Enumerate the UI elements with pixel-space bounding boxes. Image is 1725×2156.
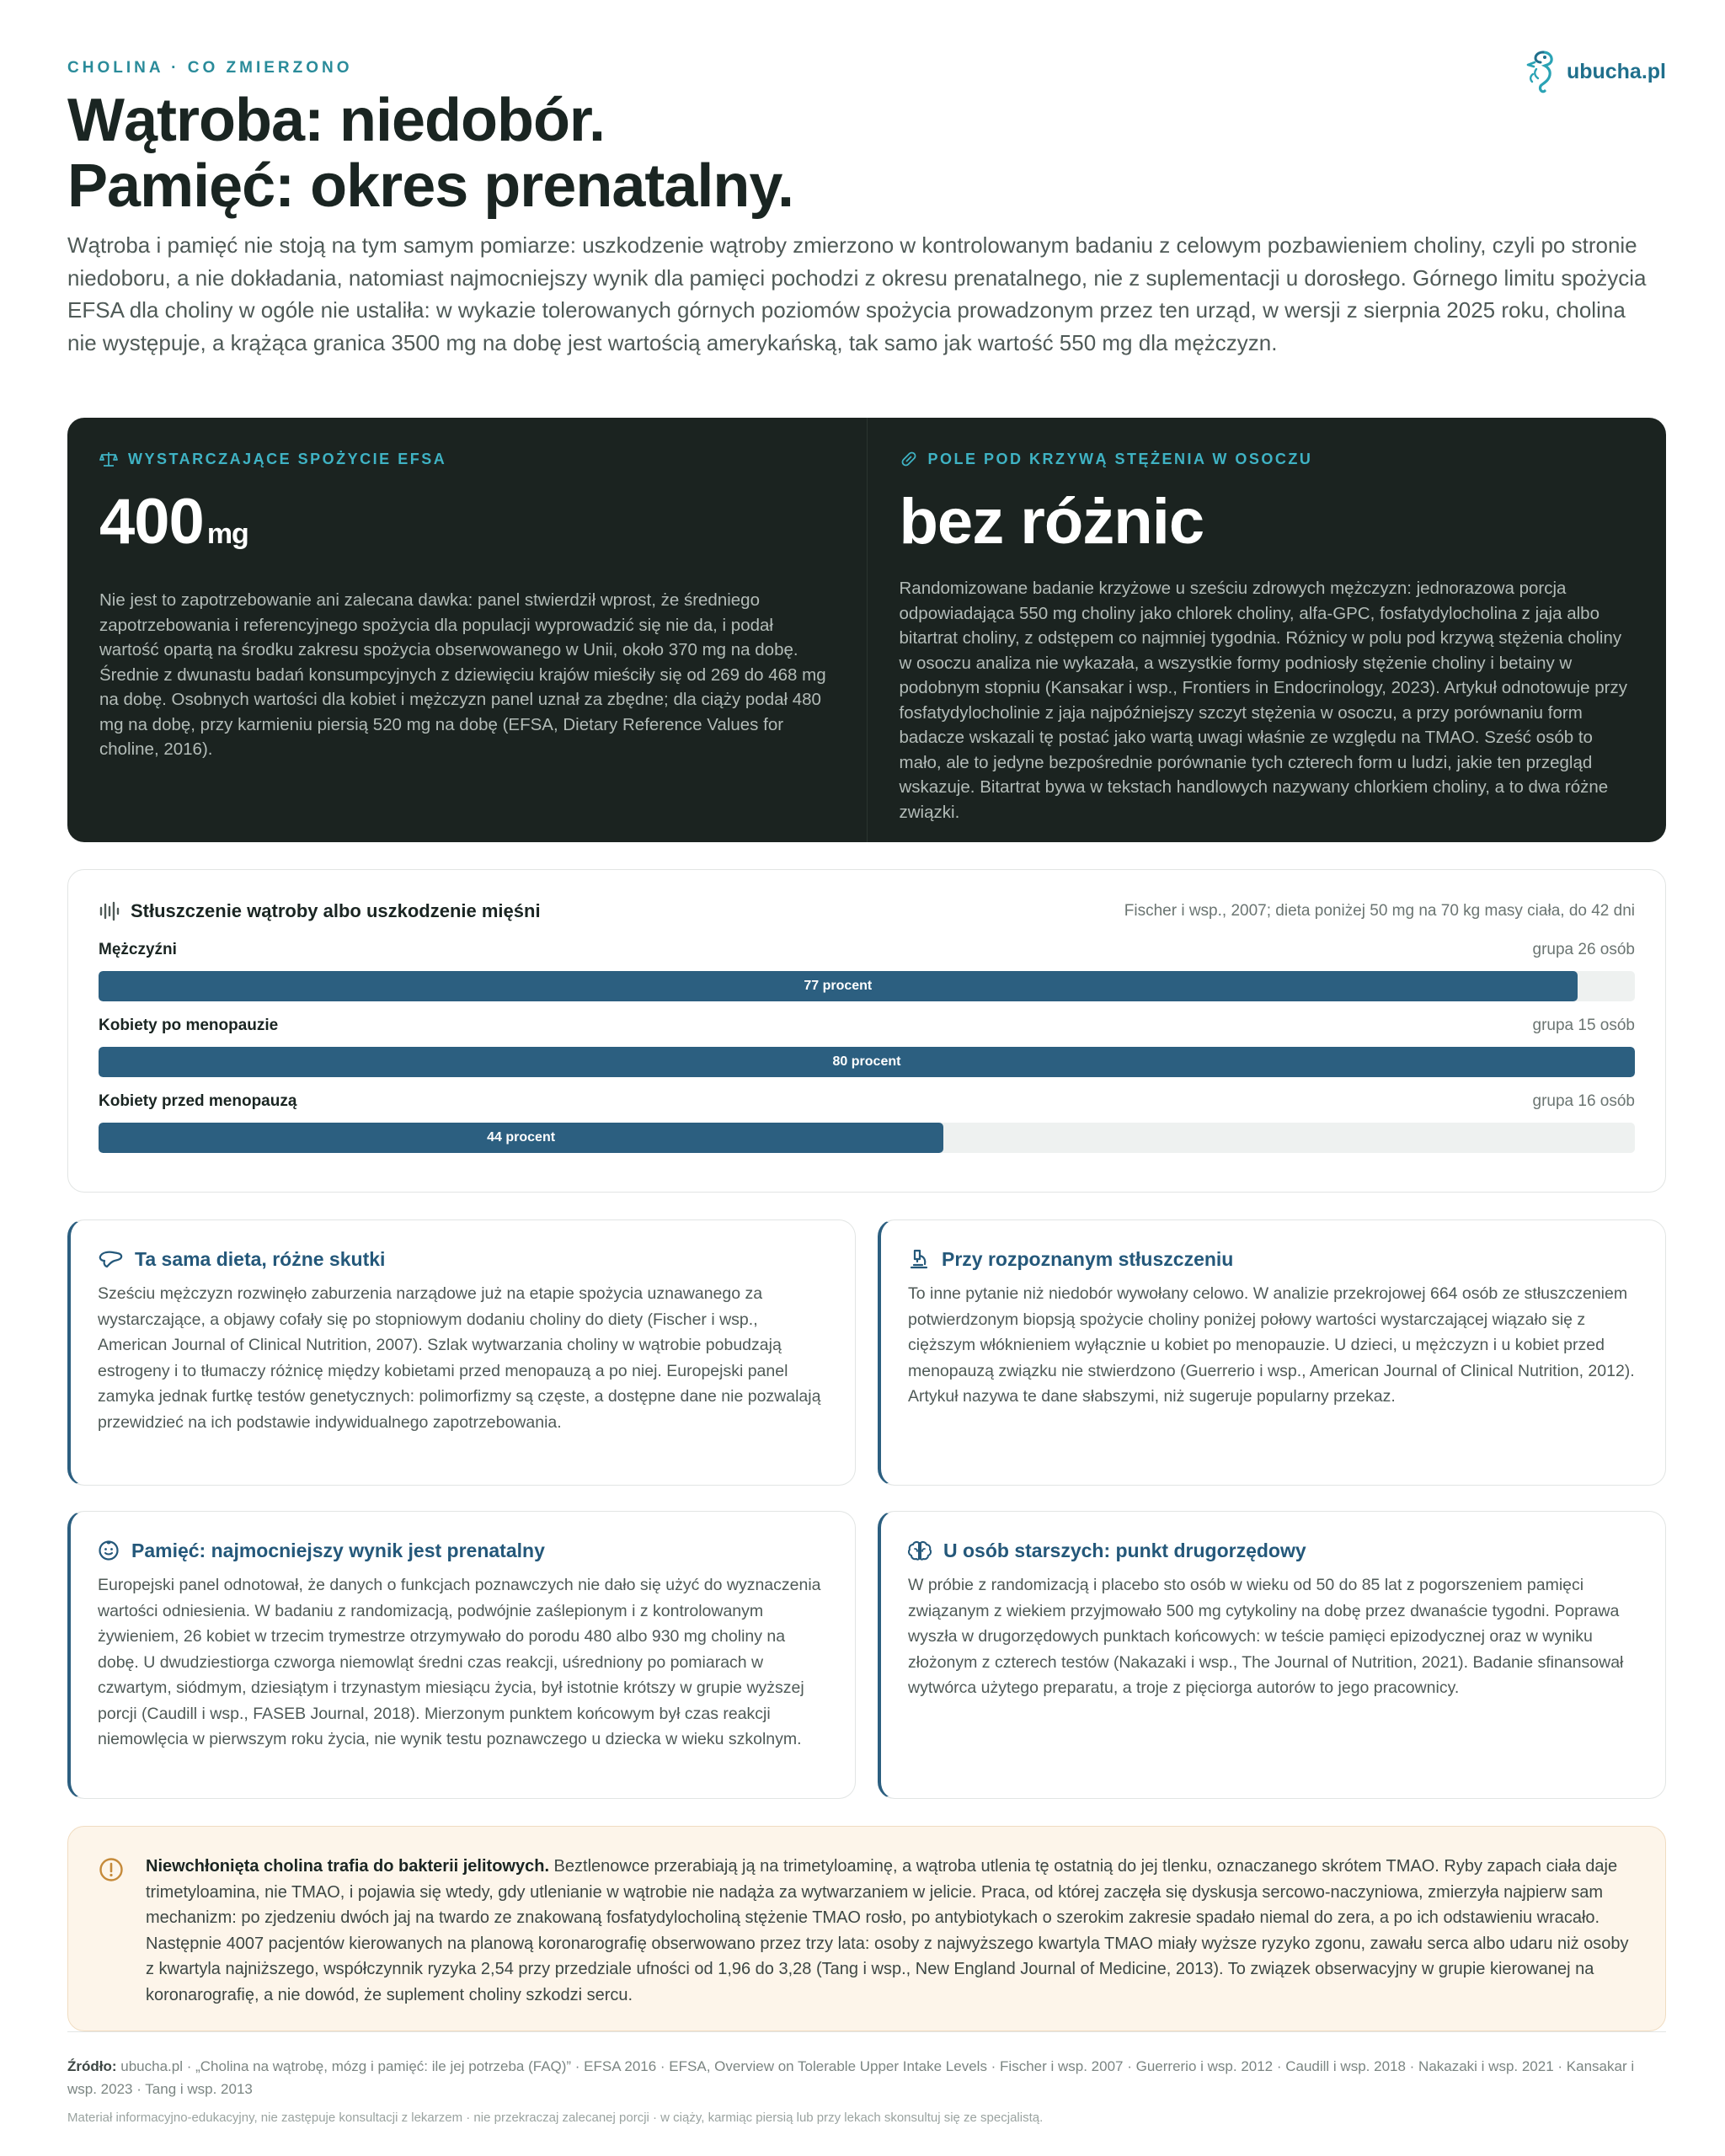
brain-icon (908, 1540, 932, 1561)
card-text: Europejski panel odnotował, że danych o funkcjach poznawczych nie dało się użyć do wyznaczenia wartości odniesienia. W badaniu z randomizacją, podwójnie zaślepionym i z kontrolowanym żywieniem, 26 kobiet w trzecim trymestrze otrzymywało do porodu 480 albo 930 mg choliny na dobę. U dwudziestiorga czworga niemowląt średni czas reakcji, uśredniony po pomiarach w czwartym, siódmym, dziesiątym i trzynastym miesiącu życia, był istotnie krótszy w grupie wyższej porcji (Caudill i wsp., FASEB Journal, 2018). Mierzonym punktem końcowym był czas reakcji niemowlęcia w pierwszym roku życia, nie wynik testu poznawczego u dziecka w wieku szkolnym. (98, 1576, 821, 1748)
stat-efsa-intake (67, 418, 867, 842)
tmao-note (67, 1826, 1666, 2031)
bar-track (99, 1047, 1635, 1077)
source-text: ubucha.pl · „Cholina na wątrobę, mózg i pamięć: ile jej potrzeba (FAQ)” · EFSA 2016 · EFSA, Overview on Tolerable Upper Intake Levels · Fischer i wsp. 2007 · Guerrerio i wsp. 2012 · Caudill i wsp. 2018 · Nakazaki i wsp. 2021 · Kansakar i wsp. 2023 · Tang i wsp. 2013 (67, 2058, 1635, 2097)
bar-rows (99, 941, 1635, 1153)
stat-efsa-description: Nie jest to zapotrzebowanie ani zalecana dawka: panel stwierdził wprost, że średniego zapotrzebowania i referencyjnego spożycia dla populacji wyprowadzić się nie da, i podał wartość opartą na środku zakresu spożycia obserwowanego w Unii, około 370 mg na dobę. Średnie z dwunastu badań konsumpcyjnych z dziewięciu krajów mieściły się od 269 do 468 mg na dobę. Osobnych wartości dla kobiet i mężczyzn panel uznał za zbędne; dla ciąży podał 480 mg na dobę, przy karmieniu piersią 520 mg na dobę (EFSA, Dietary Reference Values for choline, 2016). (99, 590, 826, 759)
bar-label: Kobiety po menopauzie (99, 1017, 279, 1034)
bar-group-size: grupa 26 osób (1532, 941, 1635, 958)
card-title: Ta sama dieta, różne skutki (98, 1246, 828, 1273)
bar-label: Mężczyźni (99, 941, 177, 958)
bar-chart-card (67, 869, 1666, 1193)
page-title-line2: Pamięć: okres prenatalny. (67, 152, 794, 220)
bar-group-size: grupa 16 osób (1532, 1092, 1635, 1110)
stat-efsa-unit: mg (206, 518, 248, 550)
bar-fill (99, 1123, 943, 1153)
alert-circle-icon (99, 1857, 124, 1882)
bar-row (99, 1092, 1635, 1153)
stat-auc (867, 418, 1667, 842)
bar-value-label: 44 procent (487, 1130, 556, 1145)
bars-icon (99, 901, 120, 921)
page-title-line1: Wątroba: niedobór. (67, 87, 605, 154)
logo-text: ubucha.pl (1566, 59, 1666, 83)
bar-row (99, 1017, 1635, 1077)
scale-icon (99, 451, 118, 467)
intro-paragraph: Wątroba i pamięć nie stoją na tym samym pomiarze: uszkodzenie wątroby zmierzono w kontrolowanym badaniu z celowym pozbawieniem choliny, czyli po stronie niedoboru, a nie dokładania, natomiast najmocniejszy wynik dla pamięci pochodzi z okresu prenatalnego, nie z suplementacji u dorosłego. Górnego limitu spożycia EFSA dla choliny w ogóle nie ustaliła: w wykazie tolerowanych górnych poziomów spożycia prowadzonym przez ten urząd, w wersji z sierpnia 2025 roku, cholina nie występuje, a krążąca granica 3500 mg na dobę jest wartością amerykańską, tak samo jak wartość 550 mg dla mężczyzn. (67, 232, 1647, 355)
card-title: Pamięć: najmocniejszy wynik jest prenatalny (98, 1537, 828, 1564)
bar-group-size: grupa 15 osób (1532, 1017, 1635, 1034)
bar-label: Kobiety przed menopauzą (99, 1092, 297, 1110)
note-lead: Niewchłonięta cholina trafia do bakterii jelitowych. (146, 1857, 549, 1876)
card-text: W próbie z randomizacją i placebo sto osób w wieku od 50 do 85 lat z pogorszeniem pamięci związanym z wiekiem przyjmowało 500 mg cytykoliny na dobę przez dwanaście tygodni. Poprawa wyszła w drugorzędowych punktach końcowych: w teście pamięci epizodycznej oraz w wyniku złożonym z czterech testów (Nakazaki i wsp., The Journal of Nutrition, 2021). Badanie sfinansował wytwórca użytego preparatu, a troje z pięciorga autorów to jego pracownicy. (908, 1576, 1624, 1697)
bar-fill (99, 1047, 1635, 1077)
card-elderly (878, 1511, 1666, 1799)
microscope-icon (908, 1248, 930, 1270)
pill-icon (900, 450, 918, 468)
card-same-diet (67, 1219, 856, 1486)
baby-face-icon (98, 1540, 120, 1561)
card-title: U osób starszych: punkt drugorzędowy (908, 1537, 1638, 1564)
stats-panel (67, 418, 1666, 842)
bar-row (99, 941, 1635, 1001)
stat-auc-value: bez różnic (899, 486, 1204, 558)
bar-track (99, 971, 1635, 1001)
stat-efsa-label: WYSTARCZAJĄCE SPOŻYCIE EFSA (99, 450, 835, 468)
bar-chart-title: Stłuszczenie wątroby albo uszkodzenie mięśni (99, 900, 541, 922)
stat-efsa-value: 400 mg (99, 486, 248, 558)
liver-icon (98, 1249, 123, 1269)
seahorse-logo-icon (1525, 49, 1558, 94)
source-label: Źródło: (67, 2058, 117, 2074)
footer-divider (67, 2031, 1666, 2032)
bar-fill (99, 971, 1578, 1001)
card-text: Sześciu mężczyzn rozwinęło zaburzenia narządowe już na etapie spożycia uznawanego za wystarczające, a objawy cofały się po stopniowym dodaniu choliny do diety (Fischer i wsp., American Journal of Clinical Nutrition, 2007). Szlak wytwarzania choliny w wątrobie pobudzają estrogeny i to tłumaczy różnicę między kobietami przed menopauzą a po niej. Europejski panel zamyka jednak furtkę testów genetycznych: polimorfizmy są częste, a dostępne dane nie pozwalają przewidzieć na ich podstawie indywidualnego zapotrzebowania. (98, 1284, 821, 1432)
stat-auc-label: POLE POD KRZYWĄ STĘŻENIA W OSOCZU (900, 450, 1635, 468)
bar-value-label: 77 procent (804, 979, 873, 993)
page-title (67, 88, 793, 219)
brand-logo[interactable] (1525, 49, 1666, 94)
card-memory-prenatal (67, 1511, 856, 1799)
kicker: CHOLINA · CO ZMIERZONO (67, 59, 353, 77)
source-line (67, 2055, 1666, 2100)
stat-auc-description: Randomizowane badanie krzyżowe u sześciu zdrowych mężczyzn: jednorazowa porcja odpowiadająca 550 mg choliny jako chlorek choliny, alfa-GPC, fosfatydylocholina z jaja albo bitartrat choliny, z odstępem co najmniej tygodnia. Różnicy w polu pod krzywą stężenia choliny w osoczu analiza nie wykazała, a wszystkie formy podniosły stężenie choliny i betainy w podobnym stopniu (Kansakar i wsp., Frontiers in Endocrinology, 2023). Artykuł odnotowuje przy fosfatydylocholinie z jaja najpóźniejszy szczyt stężenia w osoczu, a przy porównaniu form badacze wskazali tę postać jako wartą uwagi właśnie ze względu na TMAO. Sześć osób to mało, ale to jedyne bezpośrednie porównanie tych czterech form u ludzi, jakie ten przegląd wskazuje. Bitartrat bywa w tekstach handlowych nazywany chlorkiem choliny, a to dwa różne związki. (899, 579, 1627, 822)
note-body: Beztlenowce przerabiają ją na trimetyloaminę, a wątroba utlenia tę ostatnią do jej tlenku, oznaczanego skrótem TMAO. Ryby zapach ciała daje trimetyloamina, nie TMAO, i pojawia się wtedy, gdy utlenianie w wątrobie nie nadąża za wytwarzaniem w jelicie. Praca, od której zaczęła się dyskusja sercowo-naczyniowa, zmierzyła najpierw sam mechanizm: po zjedzeniu dwóch jaj na twardo ze znakowaną fosfatydylocholiną stężenie TMAO rosło, po antybiotykach o szerokim zakresie spadało niemal do zera, a po ich odstawieniu wracało. Następnie 4007 pacjentów kierowanych na planową koronarografię obserwowano przez trzy lata: osoby z najwyższego kwartyla TMAO miały wyższe ryzyko zgonu, zawału serca albo udaru niż osoby z kwartyla najniższego, współczynnik ryzyka 2,54 przy przedziale ufności od 1,96 do 3,28 (Tang i wsp., New England Journal of Medicine, 2013). To związek obserwacyjny w grupie kierowanej na koronarografię, a nie dowód, że suplement choliny szkodzi sercu. (146, 1857, 1629, 2004)
note-text (146, 1854, 1635, 2031)
card-title: Przy rozpoznanym stłuszczeniu (908, 1246, 1638, 1273)
disclaimer: Materiał informacyjno-edukacyjny, nie zastępuje konsultacji z lekarzem · nie przekraczaj zalecanej porcji · w ciąży, karmiąc piersią lub przy lekach skonsultuj się ze specjalistą. (67, 2111, 1044, 2125)
bar-chart-source: Fischer i wsp., 2007; dieta poniżej 50 mg na 70 kg masy ciała, do 42 dni (1124, 902, 1635, 920)
card-text: To inne pytanie niż niedobór wywołany celowo. W analizie przekrojowej 664 osób ze stłuszczeniem potwierdzonym biopsją spożycie choliny poniżej połowy wartości wystarczającej wiązało się z cięższym włóknieniem wyłącznie u kobiet po menopauzie. U dzieci, u mężczyzn i u kobiet przed menopauzą związku nie stwierdzono (Guerrerio i wsp., American Journal of Clinical Nutrition, 2012). Artykuł nazywa te dane słabszymi, niż sugeruje popularny przekaz. (908, 1284, 1635, 1406)
bar-track (99, 1123, 1635, 1153)
card-diagnosed-steatosis (878, 1219, 1666, 1486)
bar-value-label: 80 procent (832, 1054, 901, 1069)
